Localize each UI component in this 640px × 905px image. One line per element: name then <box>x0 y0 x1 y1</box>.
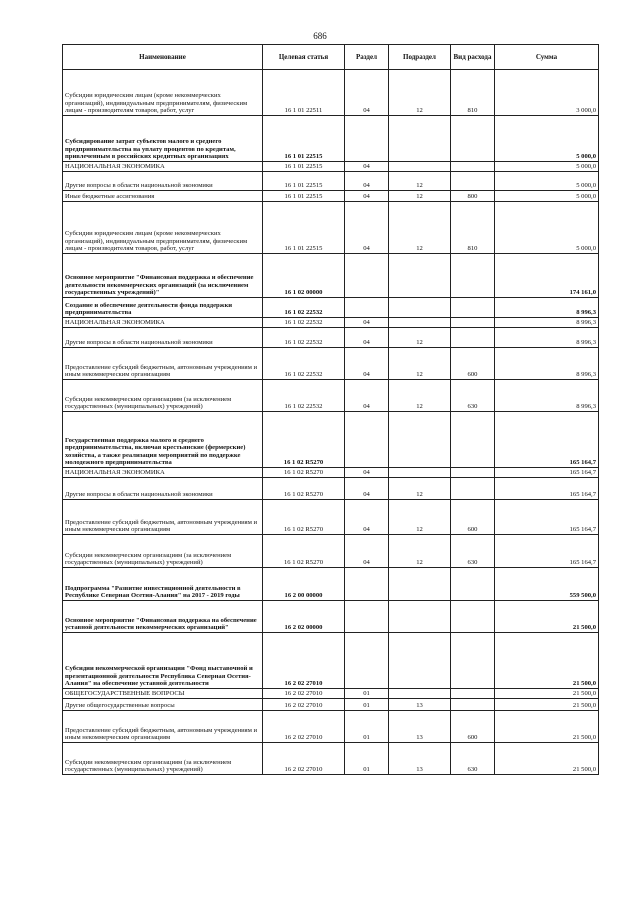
cell-section: 04 <box>345 500 389 535</box>
cell-amount: 21 500,0 <box>495 743 599 775</box>
cell-section <box>345 633 389 689</box>
cell-name: Субсидии некоммерческой организации "Фонд выставочной и презентационной деятельности Республика Северная Осетия-Алания" на обеспечение уставной деятельности <box>63 633 263 689</box>
cell-expense-type: 600 <box>451 711 495 743</box>
cell-subsection <box>389 568 451 601</box>
cell-article: 16 1 01 22511 <box>263 70 345 116</box>
cell-section: 04 <box>345 468 389 478</box>
cell-expense-type <box>451 568 495 601</box>
cell-amount: 5 000,0 <box>495 116 599 162</box>
cell-subsection: 12 <box>389 348 451 380</box>
cell-name: Предоставление субсидий бюджетным, автономным учреждениям и иным некоммерческим организациям <box>63 500 263 535</box>
column-header-article: Целевая статья <box>263 45 345 70</box>
cell-section <box>345 116 389 162</box>
cell-expense-type <box>451 412 495 468</box>
cell-name: Другие вопросы в области национальной экономики <box>63 328 263 348</box>
cell-name: Предоставление субсидий бюджетным, автономным учреждениям и иным некоммерческим организациям <box>63 711 263 743</box>
column-header-amount: Сумма <box>495 45 599 70</box>
cell-subsection <box>389 298 451 318</box>
cell-expense-type <box>451 172 495 191</box>
table-row <box>63 468 599 478</box>
cell-section <box>345 298 389 318</box>
cell-amount: 21 500,0 <box>495 711 599 743</box>
table-row <box>63 348 599 380</box>
cell-name: Подпрограмма "Развитие инвестиционной деятельности в Республике Северная Осетия-Алания" на 2017 - 2019 годы <box>63 568 263 601</box>
cell-subsection: 13 <box>389 743 451 775</box>
cell-name: Предоставление субсидий бюджетным, автономным учреждениям и иным некоммерческим организациям <box>63 348 263 380</box>
cell-subsection <box>389 689 451 699</box>
cell-section: 04 <box>345 162 389 172</box>
cell-amount: 165 164,7 <box>495 468 599 478</box>
cell-article: 16 1 02 R5270 <box>263 535 345 568</box>
cell-expense-type: 630 <box>451 380 495 412</box>
table-row <box>63 568 599 601</box>
cell-article: 16 1 02 R5270 <box>263 500 345 535</box>
cell-section: 01 <box>345 743 389 775</box>
cell-name: Другие вопросы в области национальной экономики <box>63 172 263 191</box>
cell-subsection: 12 <box>389 500 451 535</box>
cell-section <box>345 254 389 298</box>
table-row <box>63 699 599 711</box>
cell-amount: 21 500,0 <box>495 633 599 689</box>
table-row <box>63 689 599 699</box>
cell-article: 16 1 02 22532 <box>263 348 345 380</box>
cell-section: 04 <box>345 172 389 191</box>
cell-subsection: 12 <box>389 535 451 568</box>
table-row <box>63 70 599 116</box>
cell-amount: 21 500,0 <box>495 699 599 711</box>
cell-section: 04 <box>345 535 389 568</box>
cell-subsection <box>389 162 451 172</box>
cell-expense-type <box>451 468 495 478</box>
cell-subsection: 12 <box>389 191 451 202</box>
cell-expense-type <box>451 298 495 318</box>
cell-section: 04 <box>345 380 389 412</box>
cell-subsection: 12 <box>389 70 451 116</box>
cell-amount: 3 000,0 <box>495 70 599 116</box>
cell-expense-type <box>451 689 495 699</box>
table-row <box>63 298 599 318</box>
cell-subsection <box>389 116 451 162</box>
cell-subsection <box>389 601 451 633</box>
cell-section: 01 <box>345 711 389 743</box>
column-header-name: Наименование <box>63 45 263 70</box>
cell-subsection <box>389 468 451 478</box>
cell-name: НАЦИОНАЛЬНАЯ ЭКОНОМИКА <box>63 318 263 328</box>
cell-expense-type <box>451 601 495 633</box>
cell-article: 16 1 01 22515 <box>263 202 345 254</box>
column-header-subsection: Подраздел <box>389 45 451 70</box>
cell-expense-type <box>451 254 495 298</box>
cell-section <box>345 601 389 633</box>
cell-name: НАЦИОНАЛЬНАЯ ЭКОНОМИКА <box>63 468 263 478</box>
table-row <box>63 172 599 191</box>
column-header-expense-type: Вид расхода <box>451 45 495 70</box>
table-row <box>63 191 599 202</box>
cell-subsection: 12 <box>389 202 451 254</box>
cell-section: 01 <box>345 689 389 699</box>
cell-amount: 165 164,7 <box>495 535 599 568</box>
cell-name: Другие вопросы в области национальной экономики <box>63 478 263 500</box>
cell-amount: 21 500,0 <box>495 601 599 633</box>
cell-article: 16 2 02 27010 <box>263 699 345 711</box>
cell-article: 16 2 00 00000 <box>263 568 345 601</box>
cell-subsection: 12 <box>389 478 451 500</box>
table-row <box>63 601 599 633</box>
cell-amount: 8 996,3 <box>495 298 599 318</box>
cell-amount: 21 500,0 <box>495 689 599 699</box>
table-row <box>63 478 599 500</box>
cell-name: Субсидии юридическим лицам (кроме некоммерческих организаций), индивидуальным предпринимателям, физическим лицам - производителям товаров, работ, услуг <box>63 70 263 116</box>
cell-section: 04 <box>345 478 389 500</box>
column-header-section: Раздел <box>345 45 389 70</box>
cell-name: НАЦИОНАЛЬНАЯ ЭКОНОМИКА <box>63 162 263 172</box>
cell-name: Основное мероприятие "Финансовая поддержка и обеспечение деятельности некоммерческих организаций (за исключением государственных учреждений)" <box>63 254 263 298</box>
cell-name: Субсидии некоммерческим организациям (за исключением государственных (муниципальных) учреждений) <box>63 743 263 775</box>
cell-name: Государственная поддержка малого и среднего предпринимательства, включая крестьянские (фермерские) хозяйства, а также реализация мероприятий по поддержке молодежного предпринимательства <box>63 412 263 468</box>
cell-article: 16 1 01 22515 <box>263 162 345 172</box>
table-row <box>63 202 599 254</box>
cell-subsection <box>389 318 451 328</box>
cell-amount: 8 996,3 <box>495 328 599 348</box>
cell-expense-type: 810 <box>451 202 495 254</box>
cell-section <box>345 568 389 601</box>
cell-expense-type: 800 <box>451 191 495 202</box>
cell-name: Другие общегосударственные вопросы <box>63 699 263 711</box>
cell-expense-type: 810 <box>451 70 495 116</box>
cell-article: 16 1 02 22532 <box>263 318 345 328</box>
page-number: 686 <box>313 31 327 41</box>
cell-expense-type: 600 <box>451 348 495 380</box>
cell-article: 16 2 02 27010 <box>263 743 345 775</box>
cell-article: 16 1 02 22532 <box>263 298 345 318</box>
cell-amount: 5 000,0 <box>495 162 599 172</box>
cell-article: 16 1 02 R5270 <box>263 412 345 468</box>
cell-article: 16 2 02 27010 <box>263 633 345 689</box>
cell-article: 16 1 01 22515 <box>263 191 345 202</box>
cell-section: 01 <box>345 699 389 711</box>
cell-subsection: 12 <box>389 172 451 191</box>
cell-amount: 8 996,3 <box>495 348 599 380</box>
cell-amount: 165 164,7 <box>495 500 599 535</box>
table-row <box>63 254 599 298</box>
cell-amount: 174 161,0 <box>495 254 599 298</box>
table-row <box>63 743 599 775</box>
cell-section: 04 <box>345 70 389 116</box>
cell-amount: 5 000,0 <box>495 191 599 202</box>
cell-expense-type <box>451 116 495 162</box>
cell-expense-type: 600 <box>451 500 495 535</box>
cell-article: 16 1 02 00000 <box>263 254 345 298</box>
cell-section: 04 <box>345 318 389 328</box>
cell-section: 04 <box>345 328 389 348</box>
cell-subsection: 13 <box>389 711 451 743</box>
cell-expense-type <box>451 478 495 500</box>
cell-subsection: 12 <box>389 380 451 412</box>
cell-amount: 165 164,7 <box>495 478 599 500</box>
table-header-row <box>63 45 599 70</box>
cell-name: Основное мероприятие "Финансовая поддержка на обеспечение уставной деятельности некоммерческих организаций" <box>63 601 263 633</box>
cell-amount: 165 164,7 <box>495 412 599 468</box>
cell-name: Субсидии некоммерческим организациям (за исключением государственных (муниципальных) учреждений) <box>63 380 263 412</box>
cell-amount: 5 000,0 <box>495 172 599 191</box>
cell-subsection: 13 <box>389 699 451 711</box>
table-row <box>63 633 599 689</box>
table-row <box>63 318 599 328</box>
cell-amount: 559 500,0 <box>495 568 599 601</box>
cell-article: 16 2 02 00000 <box>263 601 345 633</box>
cell-expense-type <box>451 633 495 689</box>
cell-name: ОБЩЕГОСУДАРСТВЕННЫЕ ВОПРОСЫ <box>63 689 263 699</box>
cell-section <box>345 412 389 468</box>
cell-subsection <box>389 633 451 689</box>
cell-amount: 8 996,3 <box>495 318 599 328</box>
table-row <box>63 535 599 568</box>
table-row <box>63 711 599 743</box>
cell-article: 16 2 02 27010 <box>263 689 345 699</box>
cell-expense-type: 630 <box>451 535 495 568</box>
table-row <box>63 328 599 348</box>
cell-article: 16 1 02 R5270 <box>263 468 345 478</box>
cell-article: 16 1 02 R5270 <box>263 478 345 500</box>
cell-article: 16 1 02 22532 <box>263 328 345 348</box>
cell-name: Иные бюджетные ассигнования <box>63 191 263 202</box>
cell-article: 16 1 01 22515 <box>263 172 345 191</box>
cell-subsection <box>389 254 451 298</box>
cell-amount: 8 996,3 <box>495 380 599 412</box>
cell-name: Субсидии юридическим лицам (кроме некоммерческих организаций), индивидуальным предпринимателям, физическим лицам - производителям товаров, работ, услуг <box>63 202 263 254</box>
cell-expense-type <box>451 318 495 328</box>
table-row <box>63 380 599 412</box>
budget-table <box>62 44 599 775</box>
cell-section: 04 <box>345 191 389 202</box>
cell-subsection: 12 <box>389 328 451 348</box>
table-row <box>63 500 599 535</box>
cell-expense-type <box>451 162 495 172</box>
cell-article: 16 2 02 27010 <box>263 711 345 743</box>
cell-subsection <box>389 412 451 468</box>
table-row <box>63 162 599 172</box>
cell-section: 04 <box>345 202 389 254</box>
cell-expense-type: 630 <box>451 743 495 775</box>
cell-expense-type <box>451 699 495 711</box>
cell-amount: 5 000,0 <box>495 202 599 254</box>
table-row <box>63 116 599 162</box>
cell-name: Субсидии некоммерческим организациям (за исключением государственных (муниципальных) учреждений) <box>63 535 263 568</box>
cell-name: Создание и обеспечение деятельности фонда поддержки предпринимательства <box>63 298 263 318</box>
cell-article: 16 1 01 22515 <box>263 116 345 162</box>
cell-article: 16 1 02 22532 <box>263 380 345 412</box>
cell-section: 04 <box>345 348 389 380</box>
cell-name: Субсидирование затрат субъектов малого и среднего предпринимательства на уплату процентов по кредитам, привлеченным в российских кредитных организациях <box>63 116 263 162</box>
cell-expense-type <box>451 328 495 348</box>
table-row <box>63 412 599 468</box>
